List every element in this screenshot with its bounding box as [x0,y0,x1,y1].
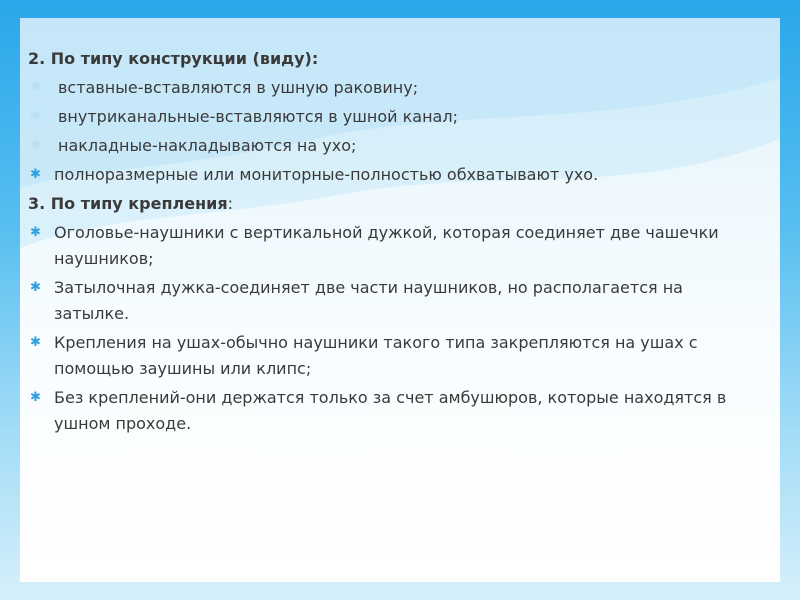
star-bullet-icon: ✱ [30,167,41,182]
section-2-title: 2. По типу конструкции (виду): [28,49,319,68]
star-bullet-icon: ✱ [30,80,41,95]
star-bullet-icon: ✱ [30,280,41,295]
section-3-title-text: 3. По типу крепления [28,194,228,213]
list-item: ✱ накладные-накладываются на ухо; [28,133,728,159]
star-bullet-icon: ✱ [30,109,41,124]
list-item: ✱ вставные-вставляются в ушную раковину; [28,75,728,101]
list-item: ✱ внутриканальные-вставляются в ушной канал; [28,104,728,130]
star-bullet-icon: ✱ [30,335,41,350]
slide-content [28,46,728,440]
list-item: ✱ Без креплений-они держатся только за счет амбушюров, которые находятся в ушном проходе. [28,385,728,437]
star-bullet-icon: ✱ [30,138,41,153]
section-3-title-colon: : [227,194,233,213]
section-3-title [28,191,728,217]
list-item: ✱ полноразмерные или мониторные-полностью обхватывают ухо. [28,162,728,188]
list-item: ✱ Затылочная дужка-соединяет две части наушников, но располагается на затылке. [28,275,728,327]
list-item: ✱ Крепления на ушах-обычно наушники такого типа закрепляются на ушах с помощью заушины или клипс; [28,330,728,382]
star-bullet-icon: ✱ [30,390,41,405]
star-bullet-icon: ✱ [30,225,41,240]
list-item: ✱ Оголовье-наушники с вертикальной дужкой, которая соединяет две чашечки наушников; [28,220,728,272]
